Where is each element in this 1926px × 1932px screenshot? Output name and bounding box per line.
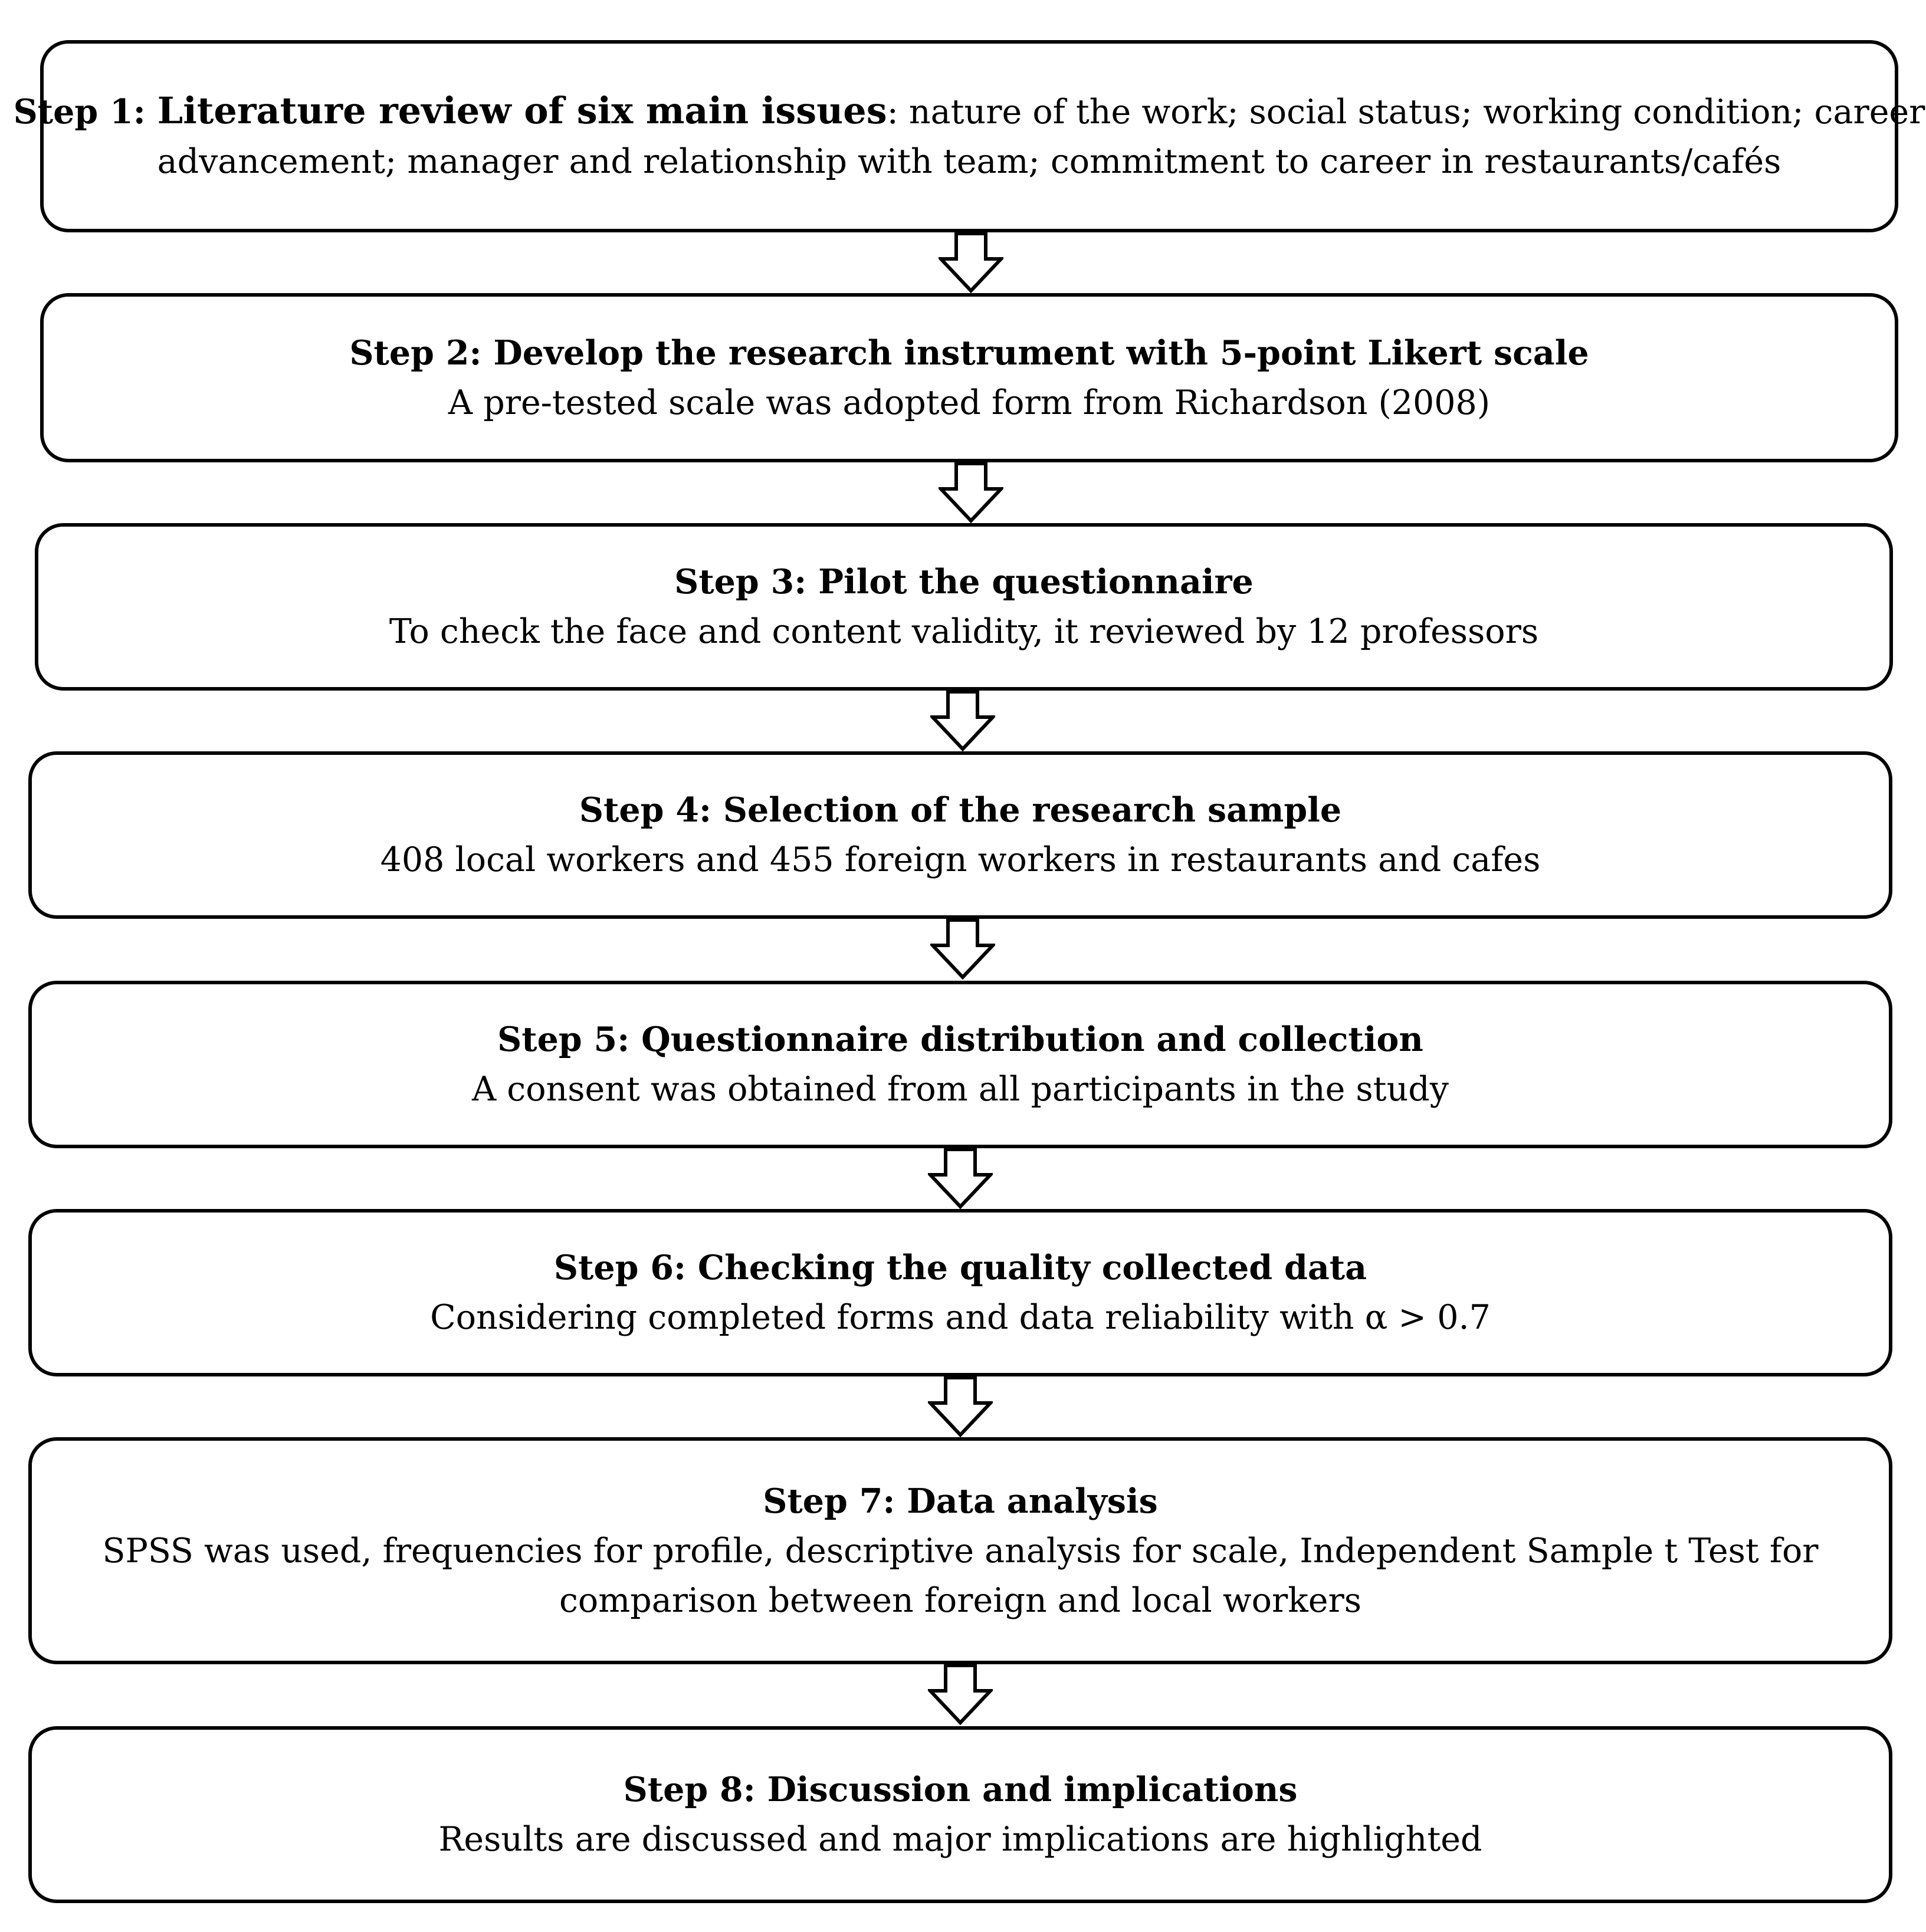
step-4-line-1 bbox=[579, 786, 1341, 835]
step-8-line-2 bbox=[438, 1815, 1482, 1864]
step-8-line-1 bbox=[624, 1765, 1298, 1815]
step-4-text: 408 local workers and 455 foreign workers in restaurants and cafes bbox=[380, 840, 1541, 879]
step-4-label: Step 4: Selection of the research sample bbox=[579, 790, 1342, 830]
step-7-line-1 bbox=[763, 1477, 1157, 1526]
step-5-line-2 bbox=[472, 1064, 1449, 1114]
down-arrow-icon bbox=[928, 1376, 993, 1437]
step-7-label: Step 7: Data analysis bbox=[763, 1481, 1158, 1521]
step-3-box bbox=[35, 523, 1893, 691]
step-6-box bbox=[28, 1209, 1892, 1376]
step-8-box bbox=[28, 1726, 1892, 1903]
step-5-line-1 bbox=[497, 1015, 1423, 1064]
step-1-line-2 bbox=[158, 137, 1781, 186]
step-4-line-2 bbox=[380, 835, 1541, 885]
step-4-box bbox=[28, 751, 1892, 919]
down-arrow-icon bbox=[930, 690, 995, 751]
step-7-text-2: comparison between foreign and local workers bbox=[559, 1581, 1361, 1620]
step-2-line-1 bbox=[349, 328, 1589, 378]
step-2-line-2 bbox=[448, 378, 1490, 428]
step-5-box bbox=[28, 981, 1892, 1148]
down-arrow-icon bbox=[939, 232, 1003, 293]
step-7-line-2 bbox=[102, 1526, 1818, 1576]
step-5-label: Step 5: Questionnaire distribution and collection bbox=[497, 1020, 1423, 1059]
step-3-text: To check the face and content validity, it reviewed by 12 professors bbox=[389, 612, 1539, 651]
step-7-text-1: SPSS was used, frequencies for profile, descriptive analysis for scale, Independent Sample t Test for bbox=[102, 1531, 1819, 1570]
step-7-line-3 bbox=[559, 1576, 1361, 1625]
step-1-heading: Literature review of six main issues bbox=[157, 89, 887, 132]
step-7-box bbox=[28, 1437, 1892, 1664]
step-5-text: A consent was obtained from all participants in the study bbox=[471, 1070, 1449, 1109]
step-8-text: Results are discussed and major implications are highlighted bbox=[438, 1820, 1482, 1859]
step-1-box bbox=[13, 40, 1925, 232]
step-3-label: Step 3: Pilot the questionnaire bbox=[674, 562, 1254, 602]
step-6-line-2 bbox=[430, 1293, 1491, 1342]
step-6-text: Considering completed forms and data reliability with α > 0.7 bbox=[430, 1298, 1491, 1337]
step-1-text-1: : nature of the work; social status; working condition; career bbox=[887, 93, 1925, 132]
step-3-line-2 bbox=[389, 607, 1538, 656]
step-1-line-1 bbox=[14, 86, 1925, 137]
down-arrow-icon bbox=[928, 1664, 993, 1725]
down-arrow-icon bbox=[928, 1148, 993, 1209]
down-arrow-icon bbox=[939, 462, 1003, 523]
step-2-box bbox=[40, 293, 1898, 462]
step-6-label: Step 6: Checking the quality collected data bbox=[553, 1248, 1367, 1287]
step-8-label: Step 8: Discussion and implications bbox=[623, 1770, 1298, 1809]
step-6-line-1 bbox=[554, 1243, 1367, 1293]
step-3-line-1 bbox=[674, 557, 1254, 607]
step-1-label: Step 1: bbox=[13, 92, 158, 132]
step-1-text-2: advancement; manager and relationship with team; commitment to career in restaurants/cafés bbox=[157, 142, 1781, 181]
down-arrow-icon bbox=[930, 918, 995, 980]
step-2-text: A pre-tested scale was adopted form from Richardson (2008) bbox=[448, 383, 1491, 422]
step-2-label: Step 2: Develop the research instrument with 5-point Likert scale bbox=[349, 333, 1589, 373]
